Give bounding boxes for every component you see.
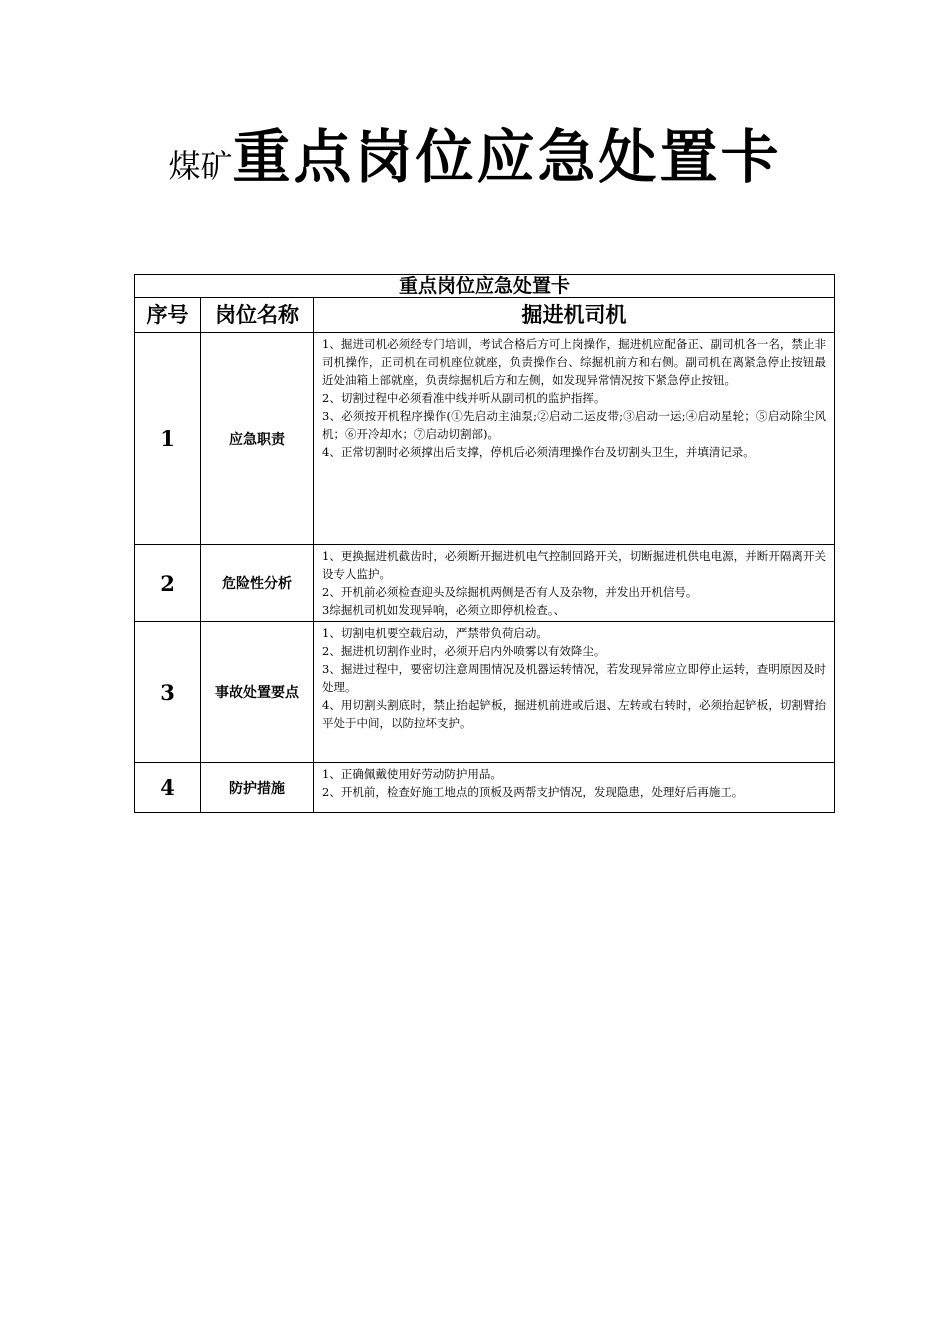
table-row [135,545,835,622]
title-main: 重点岗位应急处置卡 [232,123,782,191]
row-name: 应急职责 [201,333,314,545]
header-post-name: 岗位名称 [201,298,314,333]
document-title [0,123,950,191]
table-row [135,622,835,763]
row-name: 防护措施 [201,763,314,813]
row-name: 事故处置要点 [201,622,314,763]
content-line: 3、掘进过程中，要密切注意周围情况及机器运转情况，若发现异常应立即停止运转，查明原因及时处理。 [322,662,827,694]
content-line: 2、开机前必须检查迎头及综掘机两侧是否有人及杂物，并发出开机信号。 [322,585,698,599]
content-line: 2、切割过程中必须看准中线并听从副司机的监护指挥。 [322,391,606,405]
content-line: 4、用切割头割底时，禁止抬起铲板，掘进机前进或后退、左转或右转时，必须抬起铲板，切割臂抬平处于中间，以防拉坏支护。 [322,698,827,730]
table-row [135,333,835,545]
table-caption: 重点岗位应急处置卡 [135,275,835,298]
content-line: 4、正常切割时必须撑出后支撑，停机后必须清理操作台及切割头卫生，并填清记录。 [322,445,755,459]
table-caption-row [135,275,835,298]
table-header-row [135,298,835,333]
emergency-card-table [134,274,835,813]
row-content [314,763,835,813]
row-content [314,333,835,545]
content-line: 2、掘进机切割作业时，必须开启内外喷雾以有效降尘。 [322,644,606,658]
content-line: 1、掘进司机必须经专门培训，考试合格后方可上岗操作，掘进机应配备正、副司机各一名，禁止非司机操作，正司机在司机座位就座，负责操作台、综掘机前方和右侧。副司机在离紧急停止按钮最近处油箱上部就座，负责综掘机后方和左侧，如发现异常情况按下紧急停止按钮。 [322,337,827,387]
row-number: 2 [135,545,201,622]
content-line: 3、必须按开机程序操作(①先启动主油泵;②启动二运皮带;③启动一运;④启动星轮；⑤启动除尘风机；⑥开冷却水；⑦启动切割部)。 [322,409,827,441]
content-line: 1、正确佩戴使用好劳动防护用品。 [322,767,502,781]
content-line: 1、切割电机要空载启动，严禁带负荷启动。 [322,626,548,640]
header-post-value: 掘进机司机 [314,298,835,333]
row-number: 4 [135,763,201,813]
header-number: 序号 [135,298,201,333]
row-content [314,622,835,763]
content-line: 2、开机前，检查好施工地点的顶板及两帮支护情况，发现隐患，处理好后再施工。 [322,785,744,799]
content-line: 1、更换掘进机截齿时，必须断开掘进机电气控制回路开关，切断掘进机供电电源，并断开隔离开关设专人监护。 [322,549,827,581]
row-number: 3 [135,622,201,763]
row-name: 危险性分析 [201,545,314,622]
row-number: 1 [135,333,201,545]
row-content [314,545,835,622]
table-row [135,763,835,813]
content-line: 3综掘机司机如发现异响，必须立即停机检查。、 [322,603,566,617]
title-prefix: 煤矿 [168,147,233,185]
